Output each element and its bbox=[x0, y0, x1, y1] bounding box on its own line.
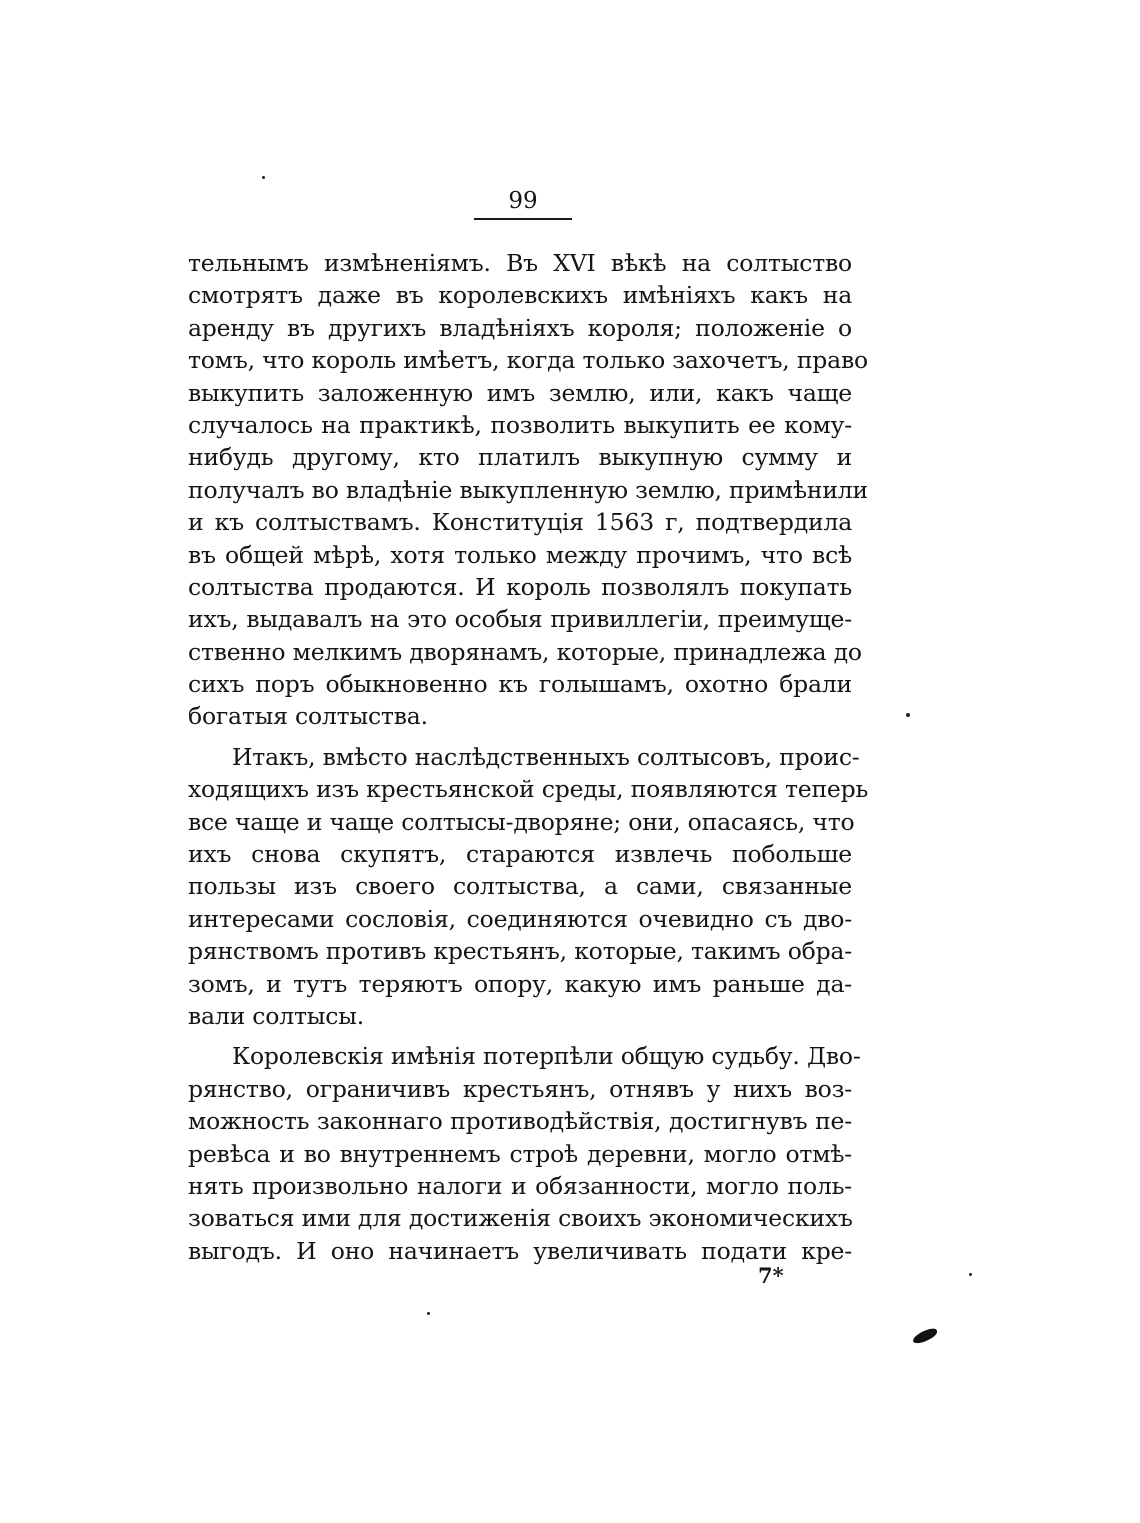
text-line: ревѣса и во внутреннемъ строѣ деревни, могло отмѣ- bbox=[188, 1139, 852, 1168]
text-line: аренду въ другихъ владѣнiяхъ короля; положенiе о bbox=[188, 313, 852, 342]
text-line: пользы изъ своего солтыства, а сами, связанные bbox=[188, 872, 852, 901]
page-number-rule bbox=[474, 218, 572, 220]
signature-mark: 7* bbox=[758, 1263, 784, 1288]
text-line: богатыя солтыства. bbox=[188, 702, 428, 731]
text-line: и къ солтыствамъ. Конституцiя 1563 г, подтвердила bbox=[188, 508, 852, 537]
text-line: выгодъ. И оно начинаетъ увеличивать подати кре- bbox=[188, 1236, 852, 1265]
text-line: ихъ снова скупятъ, стараются извлечь побольше bbox=[188, 840, 852, 869]
text-line: все чаще и чаще солтысы-дворяне; они, опасаясь, что bbox=[188, 807, 855, 836]
scan-speck bbox=[906, 713, 910, 717]
text-line: зомъ, и тутъ теряютъ опору, какую имъ раньше да- bbox=[188, 969, 852, 998]
page-number: 99 bbox=[508, 188, 538, 214]
text-line: вали солтысы. bbox=[188, 1001, 364, 1030]
text-line: ственно мелкимъ дворянамъ, которые, принадлежа до bbox=[188, 637, 862, 666]
text-line: ходящихъ изъ крестьянской среды, появляются теперь bbox=[188, 775, 869, 804]
text-line: Итакъ, вмѣсто наслѣдственныхъ солтысовъ, проис- bbox=[232, 742, 860, 771]
text-line: выкупить заложенную имъ землю, или, какъ чаще bbox=[188, 378, 852, 407]
text-line: тельнымъ измѣненiямъ. Въ XVI вѣкѣ на солтыство bbox=[188, 249, 852, 277]
text-line: нибудь другому, кто платилъ выкупную сумму и bbox=[188, 443, 852, 472]
text-line: интересами сословiя, соединяются очевидно съ дво- bbox=[188, 904, 852, 933]
text-line: рянствомъ противъ крестьянъ, которые, такимъ обра- bbox=[188, 937, 852, 966]
text-line: смотрятъ даже въ королевскихъ имѣнiяхъ какъ на bbox=[188, 281, 852, 310]
ink-blot bbox=[911, 1326, 939, 1345]
scan-speck bbox=[262, 176, 265, 179]
text-line: рянство, ограничивъ крестьянъ, отнявъ у нихъ воз- bbox=[188, 1074, 852, 1103]
text-line: нять произвольно налоги и обязанности, могло поль- bbox=[188, 1171, 852, 1200]
body-text bbox=[188, 247, 869, 1267]
text-line: получалъ во владѣнiе выкупленную землю, примѣнили bbox=[188, 475, 868, 504]
text-line: солтыства продаются. И король позволялъ покупать bbox=[188, 572, 852, 601]
scan-speck bbox=[969, 1273, 972, 1276]
text-line: случалось на практикѣ, позволить выкупить ее кому- bbox=[188, 410, 852, 439]
text-line: зоваться ими для достиженiя своихъ экономическихъ bbox=[188, 1204, 853, 1233]
text-line: можность законнаго противодѣйствiя, достигнувъ пе- bbox=[188, 1107, 852, 1136]
text-line: томъ, что король имѣетъ, когда только захочетъ, право bbox=[188, 346, 868, 375]
text-line: сихъ поръ обыкновенно къ голышамъ, охотно брали bbox=[188, 670, 852, 699]
text-line: въ общей мѣрѣ, хотя только между прочимъ, что всѣ bbox=[188, 540, 852, 569]
paragraph-gap bbox=[188, 1032, 852, 1040]
paragraph-gap bbox=[188, 733, 852, 741]
text-line: Королевскiя имѣнiя потерпѣли общую судьбу. Дво- bbox=[232, 1042, 861, 1071]
text-line: ихъ, выдавалъ на это особыя привиллегiи, преимуще- bbox=[188, 605, 852, 634]
scan-speck bbox=[427, 1312, 430, 1315]
